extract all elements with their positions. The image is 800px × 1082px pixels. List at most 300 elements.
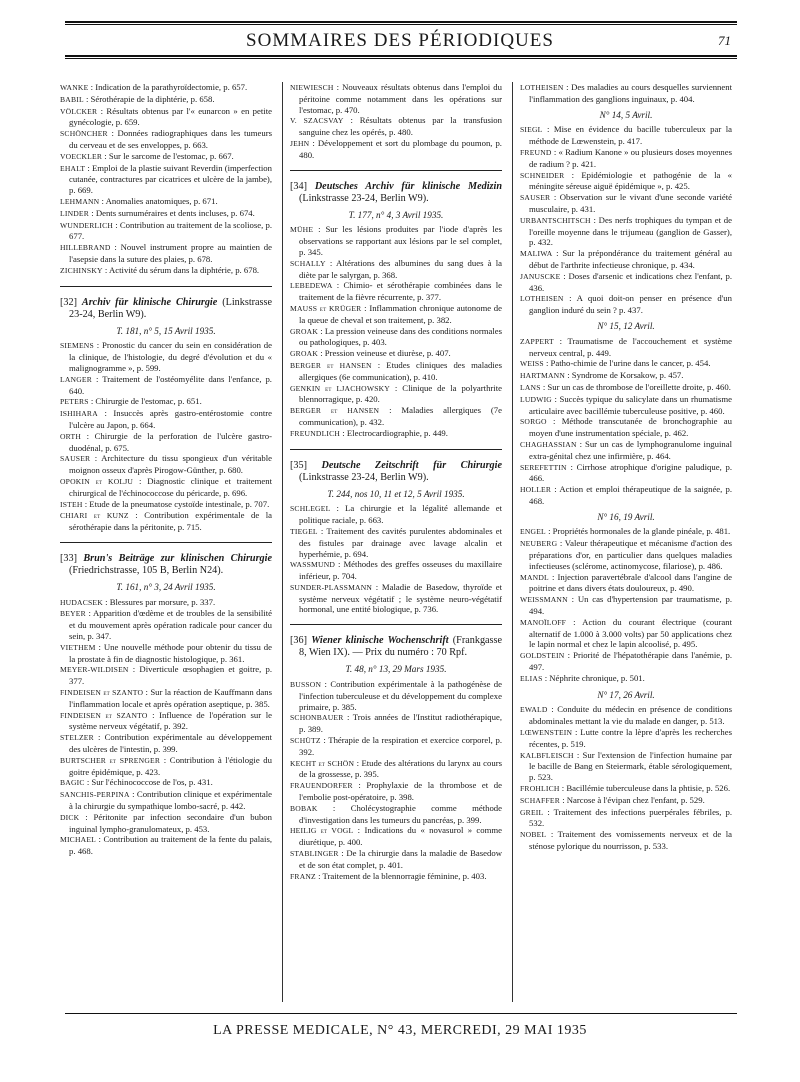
article-author: WANKE <box>60 83 89 92</box>
issue-heading: N° 17, 26 Avril. <box>597 689 655 700</box>
article-entry: SANCHIS-PERPINA : Contribution clinique et expérimentale à la chirurgie du sympathique lombo-sacré, p. 442. <box>60 789 272 812</box>
article-title: Résultats obtenus par la transfusion sanguine chez les opérés, p. 480. <box>299 115 502 138</box>
article-author: HARTMANN <box>520 371 566 381</box>
article-author: FROHLICH <box>520 784 560 794</box>
article-entry: KECHT et SCHÖN : Etude des altérations du larynx au cours de la grossesse, p. 395. <box>290 757 502 780</box>
article-author: LINDER <box>60 208 90 218</box>
article-author: V. SZACSVAY <box>290 116 344 126</box>
article-title: Etudes cliniques des maladies allergiques (6e communication), p. 410. <box>299 359 503 382</box>
article-author: VIETHEM <box>60 642 96 652</box>
article-title: Sur la réaction de Kauffmann dans l'inflammation locale et après opération aseptique, p. 385. <box>69 687 272 709</box>
journal-number: [33] <box>60 552 77 564</box>
article-author: WUNDERLICH <box>60 220 114 230</box>
article-entry: MICHAEL : Contribution au traitement de la fente du palais, p. 468. <box>60 834 272 857</box>
article-entry: CHAGHASSIAN : Sur un cas de lymphogranulome inguinal extra-génital chez une infirmière, p. 464. <box>520 438 733 461</box>
article-title: Sur la prépondérance du traitement général au début de l'arthrite infectieuse chronique, p. 434. <box>529 248 732 270</box>
journal-title: Deutsches Archiv für klinische Medizin <box>314 180 502 192</box>
article-author: MALIWA <box>520 249 553 259</box>
article-entry: LOTHEISEN : A quoi doit-on penser en présence d'un ganglion induré du sein ? p. 437. <box>520 293 732 316</box>
article-title: Contribution expérimentale au développement des ulcères de l'intestin, p. 399. <box>69 732 272 755</box>
article-entry: WEISS : Patho-chimie de l'urine dans le cancer, p. 454. <box>520 358 711 369</box>
article-entry: SCHLEGEL : La chirurgie et la légalité allemande et politique raciale, p. 663. <box>290 503 502 526</box>
article-author: LANGER <box>60 374 92 384</box>
article-author: HEILIG et VOGL <box>290 826 354 836</box>
article-entry: SEREFETTIN : Cirrhose atrophique d'origine paludique, p. 466. <box>520 461 732 484</box>
journal-title: Archiv für klinische Chirurgie <box>81 296 218 308</box>
issue-heading: N° 16, 19 Avril. <box>597 511 655 522</box>
article-title: Prophylaxie de la thrombose et de l'embolie post-opératoire, p. 398. <box>299 780 502 803</box>
article-title: Mise en évidence du bacille tuberculeux par la méthode de Lœwenstein, p. 417. <box>529 124 733 147</box>
page-footer: LA PRESSE MEDICALE, N° 43, MERCREDI, 29 MAI 1935 <box>213 1023 587 1038</box>
article-author: FREUNDLICH <box>290 428 341 438</box>
article-author: GROAK <box>290 349 319 359</box>
article-title: Architecture du tissu spongieux d'un véritable moignon osseux d'après Pirogow-Günther, p. 680. <box>69 453 272 476</box>
section-separator <box>60 286 272 287</box>
article-entry: OPOKIN et KOLJU : Diagnostic clinique et traitement chirurgical de l'échinococcose du péricarde, p. 696. <box>60 475 273 498</box>
article-author: BABIL <box>60 94 84 104</box>
article-entry: URBANTSCHITSCH : Des nerfs trophiques du tympan et de l'oreille moyenne dans le trijumeau (ganglion de Gasser), p. 432. <box>520 214 732 248</box>
journal-address: (Linkstrasse 23-24, Berlin W9). <box>299 192 429 204</box>
article-entry: HILLEBRAND : Nouvel instrument propre au maintien de l'asepsie dans la suture des plaies, p. 678. <box>60 242 272 264</box>
article-author: NEUBERG <box>520 539 558 549</box>
article-title: Clinique de la polyarthrite blennorragique, p. 420. <box>299 382 502 405</box>
article-title: Bacillémie tuberculeuse dans la phtisie, p. 526. <box>566 783 731 794</box>
article-entry: STABLINGER : De la chirurgie dans la maladie de Basedow et de son état complet, p. 401. <box>290 848 502 870</box>
article-entry: NOBEL : Traitement des vomissements nerveux et de la sténose pylorique du nourrisson, p. 533. <box>520 829 732 851</box>
header-rule-bottom <box>65 55 737 57</box>
article-author: LEHMANN <box>60 196 100 206</box>
article-entry: SCHNEIDER : Epidémiologie et pathogénie de la « méningite séreuse aiguë épidémique », p. 425. <box>520 169 732 192</box>
journal-address: (Linkstrasse 23-24, Berlin W9). <box>69 296 273 320</box>
section-separator <box>290 624 502 625</box>
article-author: ISHIHARA <box>60 409 98 419</box>
journal-title: Wiener klinische Wochenschrift <box>311 635 449 647</box>
column-divider <box>512 82 513 1002</box>
article-entry: WASSMUND : Méthodes des greffes osseuses du maxillaire inférieur, p. 704. <box>290 559 502 582</box>
article-title: Chimio- et sérothérapie combinées dans le traitement de la fièvre récurrente, p. 377. <box>299 280 502 303</box>
article-author: ELIAS <box>520 673 543 683</box>
issue-heading: T. 177, n° 4, 3 Avril 1935. <box>348 209 444 220</box>
article-author: URBANTSCHITSCH <box>520 215 591 225</box>
column-left <box>60 82 272 857</box>
article-author: BERGER et HANSEN <box>290 406 380 416</box>
article-title: Chirurgie de l'estomac, p. 651. <box>95 396 202 407</box>
article-entry: ISHIHARA : Insuccès après gastro-entérostomie contre l'ulcère au Japon, p. 664. <box>60 408 272 430</box>
article-entry: SORGO : Méthode transcutanée de bronchographie au moyen d'une instrumentation spéciale, p. 462. <box>520 416 732 439</box>
article-entry: NIEWIESCH : Nouveaux résultats obtenus dans l'emploi du péritoine comme notamment dans les opérations sur l'estomac, p. 470. <box>290 82 502 115</box>
article-title: Méthode transcutanée de bronchographie au moyen d'une instrumentation spéciale, p. 462. <box>529 416 732 439</box>
article-author: MAUSS et KRÜGER <box>290 303 362 313</box>
article-author: GOLDSTEIN <box>520 651 565 661</box>
article-author: SEREFETTIN <box>520 462 567 472</box>
issue-heading: N° 15, 12 Avril. <box>597 320 655 331</box>
article-title: Maladies allergiques (7e communication), p. 432. <box>299 405 502 427</box>
article-title: Inflammation chronique autonome de la queue de cheval et son traitement, p. 382. <box>299 302 502 325</box>
article-author: LOTHEISEN <box>520 83 564 92</box>
article-entry: SCHALLY : Altérations des albumines du sang dues à la diète par le salyrgan, p. 368. <box>290 257 502 280</box>
journal-number: [34] <box>290 180 307 192</box>
article-title: Traitement de l'ostéomyélite dans l'enfance, p. 640. <box>69 373 272 396</box>
journal-address: (Frankgasse 8, Wien IX). — Prix du numéro : 70 Rpf. <box>299 635 503 659</box>
article-title: Lutte contre la lèpre d'après les recherches récentes, p. 519. <box>529 727 732 749</box>
article-author: TIEGEL <box>290 526 318 536</box>
article-title: Méthodes des greffes osseuses du maxillaire inférieur, p. 704. <box>299 559 502 582</box>
issue-heading: N° 14, 5 Avril. <box>599 109 653 120</box>
article-title: Contribution au traitement de la scoliose, p. 677. <box>69 219 272 242</box>
article-entry: V. SZACSVAY : Résultats obtenus par la transfusion sanguine chez les opérés, p. 480. <box>290 115 502 138</box>
article-title: A quoi doit-on penser en présence d'un ganglion induré du sein ? p. 437. <box>529 293 732 316</box>
article-title: Diagnostic clinique et traitement chirurgical de l'échinococcose du péricarde, p. 696. <box>69 475 273 498</box>
journal-title: Deutsche Zeitschrift für Chirurgie <box>321 459 503 471</box>
article-author: HUDACSEK <box>60 597 103 607</box>
article-author: SCHAFFER <box>520 795 561 805</box>
article-entry: GROAK : Pression veineuse et diurèse, p. 407. <box>290 348 451 359</box>
article-entry: SAUSER : Observation sur le vivant d'une seconde variété musculaire, p. 431. <box>520 192 732 214</box>
article-author: CHAGHASSIAN <box>520 439 577 449</box>
article-author: STABLINGER <box>290 849 339 859</box>
article-author: MEYER-WILDISEN <box>60 665 129 675</box>
article-title: Contribution clinique et expérimentale à la chirurgie du sympathique lombo-sacré, p. 442. <box>69 789 272 812</box>
article-author: BURTSCHER et SPRENGER <box>60 755 161 765</box>
article-title: Des nerfs trophiques du tympan et de l'oreille moyenne dans le trijumeau (ganglion de Gasser), p. 432. <box>529 214 732 248</box>
article-title: Observation sur le vivant d'une seconde variété musculaire, p. 431. <box>529 192 732 214</box>
article-author: MICHAEL <box>60 835 96 845</box>
article-author: WASSMUND <box>290 560 336 570</box>
journal-heading <box>290 460 502 484</box>
journal-heading <box>60 553 272 577</box>
article-title: Contribution expérimentale à la pathogénèse de l'infection tuberculeuse et du développement du complexe primaire, p. 385. <box>299 679 502 712</box>
article-entry: HEILIG et VOGL : Indications du « novasurol » comme diurétique, p. 400. <box>290 825 503 848</box>
article-entry: HUDACSEK : Blessures par morsure, p. 337. <box>60 596 216 607</box>
article-author: SANCHIS-PERPINA <box>60 790 130 800</box>
column-middle <box>290 82 502 882</box>
article-entry: SIEGL : Mise en évidence du bacille tuberculeux par la méthode de Lœwenstein, p. 417. <box>520 124 733 147</box>
article-author: FRAUENDORFER <box>290 781 353 791</box>
article-entry: JEHN : Développement et sort du plombage du poumon, p. 480. <box>290 137 502 160</box>
article-title: Indications du « novasurol » comme diurétique, p. 400. <box>299 825 503 848</box>
article-title: Traitement des infections puerpérales fébriles, p. 532. <box>529 806 732 829</box>
article-entry: BERGER et HANSEN : Etudes cliniques des maladies allergiques (6e communication), p. 410. <box>290 359 503 382</box>
article-entry: MALIWA : Sur la prépondérance du traitement général au début de l'arthrite infectieuse chronique, p. 434. <box>520 248 732 270</box>
article-author: LEBEDEWA <box>290 281 333 291</box>
article-entry: HOLLER : Action et emploi thérapeutique de la saignée, p. 468. <box>520 484 733 506</box>
article-entry: LŒWENSTEIN : Lutte contre la lèpre d'après les recherches récentes, p. 519. <box>520 727 732 749</box>
article-author: ISTEH <box>60 499 83 509</box>
journal-title: Brun's Beiträge zur klinischen Chirurgie <box>83 552 272 564</box>
article-title: Pression veineuse et diurèse, p. 407. <box>324 348 451 359</box>
header-rule-top-thin <box>65 24 737 25</box>
article-title: Des maladies au cours desquelles surviennent l'inflammation des ganglions inguinaux, p. 404. <box>529 82 732 104</box>
issue-heading: T. 244, nos 10, 11 et 12, 5 Avril 1935. <box>327 488 465 499</box>
article-author: GREIL <box>520 807 544 817</box>
article-entry: GROAK : La pression veineuse dans des conditions normales ou pathologiques, p. 403. <box>290 325 502 348</box>
article-title: Action et emploi thérapeutique de la saignée, p. 468. <box>529 484 733 506</box>
article-title: Données radiographiques dans les tumeurs du cerveau et de ses enveloppes, p. 663. <box>69 128 272 150</box>
page-number: 71 <box>718 33 731 48</box>
article-title: Cirrhose atrophique d'origine paludique, p. 466. <box>529 461 732 484</box>
article-title: Sur un cas de thrombose de l'oreillette droite, p. 460. <box>547 381 731 392</box>
article-entry: GENKIN et LJACHOWSKY : Clinique de la polyarthrite blennorragique, p. 420. <box>290 382 502 405</box>
article-author: KECHT et SCHÖN <box>290 758 355 768</box>
journal-heading <box>290 635 502 659</box>
article-author: ZICHINSKY <box>60 265 103 275</box>
article-author: GENKIN et LJACHOWSKY <box>290 383 390 393</box>
article-author: WEISS <box>520 359 544 369</box>
article-entry: CHIARI et KUNZ : Contribution expérimentale de la sérothérapie dans la péritonite, p. 715. <box>60 510 273 533</box>
article-entry: ENGEL : Propriétés hormonales de la glande pinéale, p. 481. <box>520 526 731 537</box>
article-entry: LANGER : Traitement de l'ostéomyélite dans l'enfance, p. 640. <box>60 373 272 396</box>
article-entry: BERGER et HANSEN : Maladies allergiques (7e communication), p. 432. <box>290 405 502 427</box>
article-author: MÜHE <box>290 225 314 235</box>
article-entry: MANOÏLOFF : Action du courant électrique (courant alternatif de 1.000 à 3.000 volts) par 50 applications chez le lapin normal et chez le lapin alcoolisé, p. 495. <box>520 616 732 650</box>
article-author: STELZER <box>60 733 94 743</box>
issue-heading: T. 161, n° 3, 24 Avril 1935. <box>116 581 216 592</box>
article-author: LUDWIG <box>520 394 552 404</box>
article-title: Pronostic du cancer du sein en considération de la clinique, de l'histologie, du degré d'évolution et du « malignogramme », p. 599. <box>69 340 272 373</box>
article-author: HILLEBRAND <box>60 243 111 253</box>
article-title: Développement et sort du plombage du poumon, p. 480. <box>299 137 502 160</box>
section-separator <box>290 449 502 450</box>
article-entry: SAUSER : Architecture du tissu spongieux d'un véritable moignon osseux d'après Pirogow-Günther, p. 680. <box>60 453 272 476</box>
journal-heading <box>60 297 272 321</box>
article-entry: SUNDER-PLASSMANN : Maladie de Basedow, thyroïde et système nerveux végétatif ; le système neuro-végétatif hormonal, une entité biologique, p. 736. <box>290 581 502 615</box>
article-entry: MAUSS et KRÜGER : Inflammation chronique autonome de la queue de cheval et son traitement, p. 382. <box>290 302 502 325</box>
article-entry: LEHMANN : Anomalies anatomiques, p. 671. <box>60 195 218 206</box>
article-entry: FREUNDLICH : Electrocardiographie, p. 449. <box>290 427 448 438</box>
article-title: Diverticule œsophagien et goitre, p. 377. <box>69 664 272 687</box>
article-title: Apparition d'œdème et de troubles de la sensibilité et du mouvement après opération radicale pour cancer du sein, p. 347. <box>69 608 272 642</box>
article-entry: WUNDERLICH : Contribution au traitement de la scoliose, p. 677. <box>60 219 272 242</box>
article-entry: LANS : Sur un cas de thrombose de l'oreillette droite, p. 460. <box>520 381 731 392</box>
article-author: FINDEISEN et SZANTO <box>60 710 148 720</box>
article-title: Succès typique du salicylate dans un rhumatisme articulaire avec bacillémie tuberculeuse positive, p. 460. <box>529 393 732 416</box>
journal-address: (Friedrichstrasse, 105 B, Berlin N24). <box>69 564 224 576</box>
article-author: BAGIC <box>60 778 85 788</box>
article-entry: VIETHEM : Une nouvelle méthode pour obtenir du tissu de la prostate à fin de diagnostic histologique, p. 361. <box>60 641 273 664</box>
article-author: KALBFLEISCH <box>520 750 574 760</box>
article-title: Un cas d'hypertension par traumatisme, p. 494. <box>529 594 733 617</box>
article-entry: MANDL : Injection paravertébrale d'alcool dans l'angine de poitrine et dans divers états douloureux, p. 490. <box>520 571 732 594</box>
article-author: OPOKIN et KOLJU <box>60 476 134 486</box>
article-entry: BABIL : Sérothérapie de la diphtérie, p. 658. <box>60 93 215 104</box>
article-title: Résultats obtenus par l'« eunarcon » en petite gynécologie, p. 659. <box>69 105 272 128</box>
issue-heading: T. 181, n° 5, 15 Avril 1935. <box>116 325 216 336</box>
article-title: « Radium Kanone » ou plusieurs doses moyennes de radium ? p. 421. <box>529 146 732 169</box>
article-title: Propriétés hormonales de la glande pinéale, p. 481. <box>552 526 731 537</box>
article-entry: NEUBERG : Valeur thérapeutique et mécanisme d'action des préparations d'or, en particulier dans quelques maladies infectieuses (sclérome, actinomycose, filariose), p. 486. <box>520 538 732 571</box>
article-author: FRANZ <box>290 871 316 881</box>
article-author: LOTHEISEN <box>520 294 564 304</box>
section-separator <box>290 170 502 171</box>
article-author: BERGER et HANSEN <box>290 360 372 370</box>
article-title: Sur l'extension de l'infection humaine par le bacille de Bang en Steiermark, étable sérologiquement, p. 523. <box>529 749 732 783</box>
article-author: SCHONBAUER <box>290 713 344 723</box>
article-entry: FREUND : « Radium Kanone » ou plusieurs doses moyennes de radium ? p. 421. <box>520 146 732 169</box>
article-entry: ZICHINSKY : Activité du sérum dans la diphtérie, p. 678. <box>60 264 260 275</box>
article-title: Indication de la parathyroïdectomie, p. 657. <box>95 82 248 92</box>
article-author: JEHN <box>290 138 310 148</box>
article-entry: LOTHEISEN : Des maladies au cours desquelles surviennent l'inflammation des ganglions inguinaux, p. 404. <box>520 82 732 104</box>
article-entry: SCHAFFER : Narcose à l'évipan chez l'enfant, p. 529. <box>520 794 705 805</box>
article-title: De la chirurgie dans la maladie de Basedow et de son état complet, p. 401. <box>299 848 502 870</box>
article-author: SCHLEGEL <box>290 504 331 514</box>
article-entry: BURTSCHER et SPRENGER : Contribution à l'étiologie du goitre épidémique, p. 423. <box>60 754 272 777</box>
article-author: FINDEISEN et SZANTO <box>60 688 144 698</box>
article-title: Sur les lésions produites par l'iode d'après les observations se rapportant aux lésions par le sel complet, p. 345. <box>299 224 502 257</box>
article-author: SIEGL <box>520 125 543 135</box>
article-title: Conduite du médecin en présence de conditions abdominales mettant la vie du malade en danger, p. 513. <box>529 704 732 727</box>
article-entry: BAGIC : Sur l'échinococcose de l'os, p. 431. <box>60 777 213 788</box>
article-title: Maladie de Basedow, thyroïde et système nerveux végétatif ; le système neuro-végétatif hormonal, une entité biologique, p. 736. <box>299 581 502 615</box>
article-entry: WANKE : Indication de la parathyroïdectomie, p. 657. <box>60 82 248 92</box>
article-author: BUSSON <box>290 680 322 690</box>
article-title: Etude de la pneumatose cystoïde intestinale, p. 707. <box>89 498 270 509</box>
article-author: LANS <box>520 382 541 392</box>
article-entry: SCHÜTZ : Thérapie de la respiration et exercice corporel, p. 392. <box>290 735 502 757</box>
article-title: La pression veineuse dans des conditions normales ou pathologiques, p. 403. <box>299 325 502 348</box>
article-entry: GREIL : Traitement des infections puerpérales fébriles, p. 532. <box>520 806 732 829</box>
article-title: Sérothérapie de la diphtérie, p. 658. <box>90 93 215 104</box>
header-rule-bottom-thin <box>65 58 737 59</box>
article-entry: FINDEISEN et SZANTO : Sur la réaction de Kauffmann dans l'inflammation locale et après opération aseptique, p. 385. <box>60 687 272 709</box>
article-entry: BUSSON : Contribution expérimentale à la pathogénèse de l'infection tuberculeuse et du développement du complexe primaire, p. 385. <box>290 679 502 712</box>
article-entry: JANUSCKE : Doses d'arsenic et indications chez l'enfant, p. 436. <box>520 270 733 293</box>
article-title: Contribution au traitement de la fente du palais, p. 468. <box>69 834 272 857</box>
article-author: MANOÏLOFF <box>520 617 567 627</box>
issue-heading: T. 48, n° 13, 29 Mars 1935. <box>345 664 447 675</box>
article-entry: MÜHE : Sur les lésions produites par l'iode d'après les observations se rapportant aux lésions par le sel complet, p. 345. <box>290 224 502 257</box>
article-title: Trois années de l'Institut radiothérapique, p. 389. <box>299 712 502 735</box>
article-author: CHIARI et KUNZ <box>60 511 129 521</box>
article-title: Traitement des cavités purulentes abdominales et des fistules par drainage avec lavage alcalin et hyperhémie, p. 694. <box>299 525 502 559</box>
article-title: Emploi de la plastie suivant Reverdin (imperfection cutanée, contractures par cicatrices et ulcère de la jambe), p. 669. <box>69 162 272 196</box>
article-title: Activité du sérum dans la diphtérie, p. 678. <box>109 264 260 275</box>
article-author: SORGO <box>520 417 547 427</box>
journal-number: [32] <box>60 296 77 308</box>
article-entry: VÖLCKER : Résultats obtenus par l'« eunarcon » en petite gynécologie, p. 659. <box>60 105 272 128</box>
article-title: Chirurgie de la perforation de l'ulcère gastro-duodénal, p. 675. <box>69 430 272 453</box>
article-title: Syndrome de Korsakow, p. 457. <box>571 370 684 381</box>
article-title: Insuccès après gastro-entérostomie contre l'ulcère au Japon, p. 664. <box>69 408 272 430</box>
article-title: Valeur thérapeutique et mécanisme d'action des préparations d'or, en particulier dans quelques maladies infectieuses (sclérome, actinomycose, filariose), p. 486. <box>529 538 732 571</box>
article-entry: LINDER : Dents surnuméraires et dents incluses, p. 674. <box>60 207 255 218</box>
article-title: Sur le sarcome de l'estomac, p. 667. <box>108 150 234 161</box>
article-title: Traitement des vomissements nerveux et de la sténose pylorique du nourrisson, p. 533. <box>529 829 732 851</box>
article-title: Cholécystographie comme méthode d'investigation dans les tumeurs du pancréas, p. 399. <box>299 802 502 825</box>
article-author: MANDL <box>520 572 549 582</box>
article-author: BOBAK <box>290 803 318 813</box>
article-author: ENGEL <box>520 527 546 537</box>
article-title: Sur l'échinococcose de l'os, p. 431. <box>91 777 213 788</box>
article-entry: ELIAS : Néphrite chronique, p. 501. <box>520 672 645 683</box>
article-title: Contribution expérimentale de la sérothérapie dans la péritonite, p. 715. <box>69 510 273 533</box>
journal-heading <box>290 181 502 205</box>
article-author: DICK <box>60 812 80 822</box>
article-author: VOECKLER <box>60 151 103 161</box>
article-title: Nouvel instrument propre au maintien de l'asepsie dans la suture des plaies, p. 678. <box>69 242 272 264</box>
article-author: LŒWENSTEIN <box>520 728 573 738</box>
article-entry: TIEGEL : Traitement des cavités purulentes abdominales et des fistules par drainage avec lavage alcalin et hyperhémie, p. 694. <box>290 525 502 559</box>
article-entry: FROHLICH : Bacillémie tuberculeuse dans la phtisie, p. 526. <box>520 783 731 794</box>
article-title: Anomalies anatomiques, p. 671. <box>105 195 218 206</box>
article-entry: SCHÖNCHER : Données radiographiques dans les tumeurs du cerveau et de ses enveloppes, p. 663. <box>60 128 272 150</box>
header-rule-top <box>65 21 737 23</box>
article-title: Epidémiologie et pathogénie de la « méningite séreuse aiguë épidémique », p. 425. <box>529 169 732 192</box>
article-title: Néphrite chronique, p. 501. <box>549 672 645 683</box>
article-author: SCHALLY <box>290 258 326 268</box>
article-entry: BOBAK : Cholécystographie comme méthode d'investigation dans les tumeurs du pancréas, p. 399. <box>290 802 502 825</box>
article-entry: GOLDSTEIN : Priorité de l'hépatothérapie dans l'anémie, p. 497. <box>520 650 733 673</box>
article-title: Péritonite par infection secondaire d'un bubon inguinal lympho-granulomateux, p. 453. <box>69 811 272 834</box>
article-author: EWALD <box>520 705 548 715</box>
article-entry: PETERS : Chirurgie de l'estomac, p. 651. <box>60 396 202 407</box>
article-title: Electrocardiographie, p. 449. <box>346 427 448 438</box>
article-title: Nouveaux résultats obtenus dans l'emploi du péritoine comme notamment dans les opérations sur l'estomac, p. 470. <box>299 82 502 115</box>
journal-address: (Linkstrasse 23-24, Berlin W9). <box>299 471 429 483</box>
article-author: SAUSER <box>520 193 551 203</box>
article-entry: WEISSMANN : Un cas d'hypertension par traumatisme, p. 494. <box>520 594 733 617</box>
article-entry: LEBEDEWA : Chimio- et sérothérapie combinées dans le traitement de la fièvre récurrente, p. 377. <box>290 280 502 303</box>
article-title: Dents surnuméraires et dents incluses, p. 674. <box>95 207 255 218</box>
journal-number: [36] <box>290 635 307 647</box>
article-author: EHALT <box>60 163 86 173</box>
article-entry: STELZER : Contribution expérimentale au développement des ulcères de l'intestin, p. 399. <box>60 732 272 755</box>
article-author: ORTH <box>60 431 82 441</box>
article-author: SCHNEIDER <box>520 170 565 180</box>
article-author: NIEWIESCH <box>290 83 334 92</box>
article-title: Contribution à l'étiologie du goitre épidémique, p. 423. <box>69 754 272 777</box>
article-entry: ZAPPERT : Traumatisme de l'accouchement et système nerveux central, p. 449. <box>520 335 732 358</box>
article-author: FREUND <box>520 147 552 157</box>
article-title: Patho-chimie de l'urine dans le cancer, p. 454. <box>550 358 711 369</box>
article-entry: FRANZ : Traitement de la blennorragie féminine, p. 403. <box>290 870 487 881</box>
article-entry: SCHONBAUER : Trois années de l'Institut radiothérapique, p. 389. <box>290 712 502 735</box>
section-separator <box>60 542 272 543</box>
article-author: SAUSER <box>60 454 91 464</box>
article-title: Blessures par morsure, p. 337. <box>109 596 216 607</box>
article-entry: FINDEISEN et SZANTO : Influence de l'opération sur le système nerveux végétatif, p. 392. <box>60 709 272 732</box>
article-entry: DICK : Péritonite par infection secondaire d'un bubon inguinal lympho-granulomateux, p. 453. <box>60 811 272 834</box>
article-author: PETERS <box>60 397 89 407</box>
page-title: SOMMAIRES DES PÉRIODIQUES <box>246 30 554 51</box>
article-title: Doses d'arsenic et indications chez l'enfant, p. 436. <box>529 270 733 293</box>
article-entry: KALBFLEISCH : Sur l'extension de l'infection humaine par le bacille de Bang en Steiermark, étable sérologiquement, p. 523. <box>520 749 732 783</box>
article-author: HOLLER <box>520 485 552 495</box>
footer-rule <box>65 1013 737 1014</box>
article-title: Sur un cas de lymphogranulome inguinal extra-génital chez une infirmière, p. 464. <box>529 438 733 461</box>
article-entry: EWALD : Conduite du médecin en présence de conditions abdominales mettant la vie du malade en danger, p. 513. <box>520 704 732 727</box>
article-title: Injection paravertébrale d'alcool dans l'angine de poitrine et dans divers états douloureux, p. 490. <box>529 571 732 594</box>
article-author: SCHÜTZ <box>290 736 321 746</box>
article-title: Traumatisme de l'accouchement et système nerveux central, p. 449. <box>529 335 732 358</box>
article-author: VÖLCKER <box>60 106 98 116</box>
article-entry: SIEMENS : Pronostic du cancer du sein en considération de la clinique, de l'histologie, du degré d'évolution et du « malignogramme », p. 599. <box>60 340 272 373</box>
article-entry: EHALT : Emploi de la plastie suivant Reverdin (imperfection cutanée, contractures par cicatrices et ulcère de la jambe), p. 669. <box>60 162 272 196</box>
article-title: Influence de l'opération sur le système nerveux végétatif, p. 392. <box>69 709 272 732</box>
article-title: La chirurgie et la légalité allemande et politique raciale, p. 663. <box>299 503 502 526</box>
article-author: SCHÖNCHER <box>60 129 108 139</box>
article-entry: HARTMANN : Syndrome de Korsakow, p. 457. <box>520 370 684 381</box>
article-author: SUNDER-PLASSMANN <box>290 582 373 592</box>
article-entry: ISTEH : Etude de la pneumatose cystoïde intestinale, p. 707. <box>60 498 270 509</box>
article-author: WEISSMANN <box>520 595 568 605</box>
article-title: Narcose à l'évipan chez l'enfant, p. 529. <box>566 794 705 805</box>
article-author: GROAK <box>290 326 319 336</box>
article-author: BEYER <box>60 609 86 619</box>
article-title: Etude des altérations du larynx au cours de la grossesse, p. 395. <box>299 757 502 780</box>
article-entry: FRAUENDORFER : Prophylaxie de la thrombose et de l'embolie post-opératoire, p. 398. <box>290 780 502 803</box>
article-title: Action du courant électrique (courant alternatif de 1.000 à 3.000 volts) par 50 applications chez le lapin normal et chez le lapin alcoolisé, p. 495. <box>529 616 732 650</box>
